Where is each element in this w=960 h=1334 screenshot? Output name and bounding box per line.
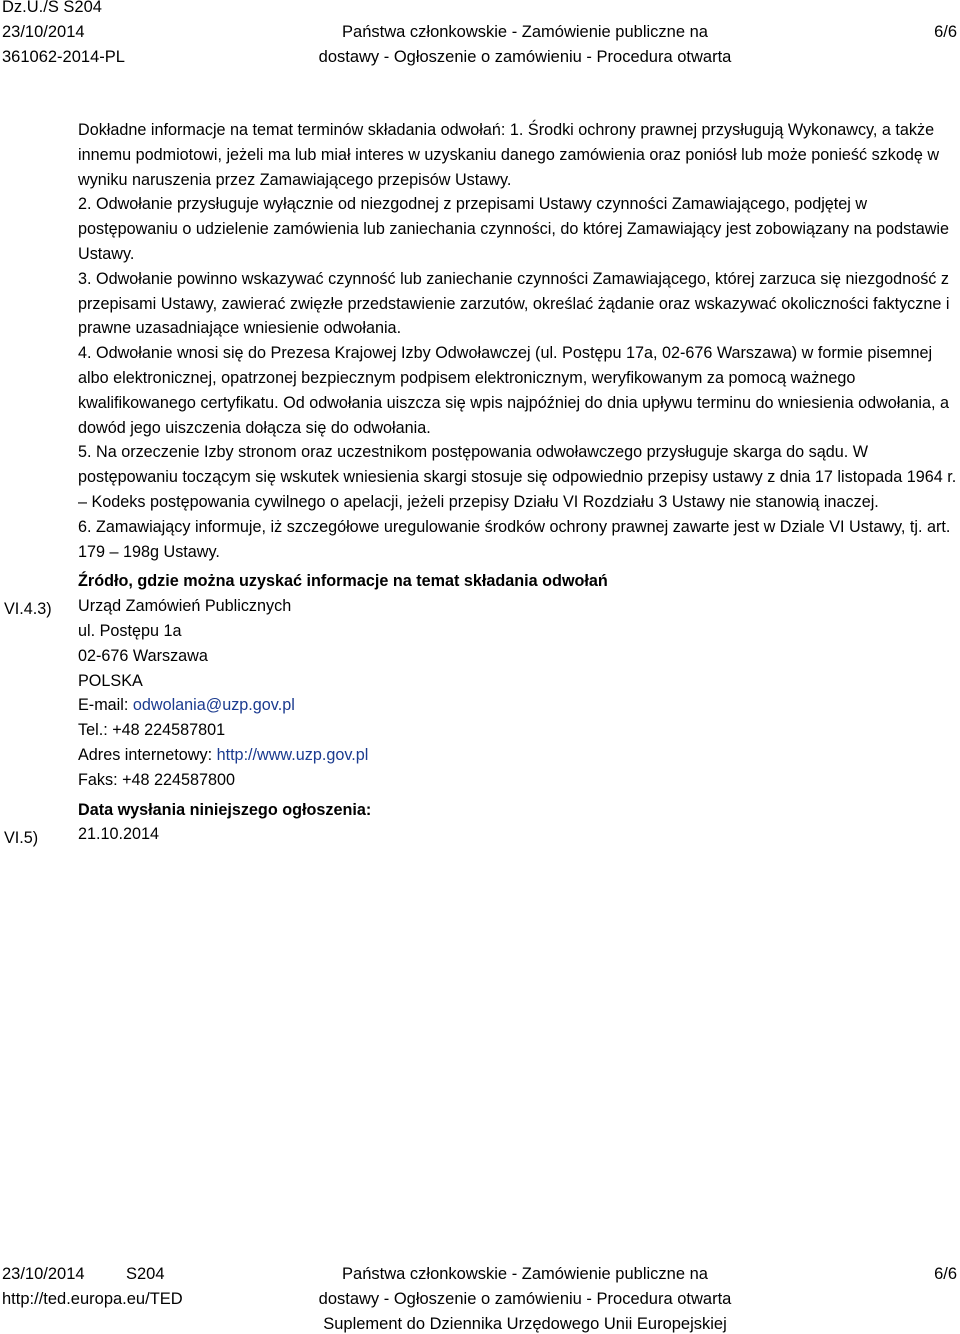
www-label: Adres internetowy: (78, 745, 213, 764)
footer-title-line2: dostawy - Ogłoszenie o zamówieniu - Procedura otwarta (318, 1290, 732, 1308)
paragraph-5: 5. Na orzeczenie Izby stronom oraz uczestnikom postępowania odwoławczego przysługuje skarga do sądu. W postępowaniu toczącym się wskutek wniesienia skargi stosuje się odpowiednio przepisy ustawy z dnia 17 listopada 1964 r. – Kodeks postępowania cywilnego o apelacji, jeżeli przepisy Działu VI Rozdziału 3 Ustawy nie stanowią inaczej. (78, 443, 957, 511)
footer-url[interactable]: http://ted.europa.eu/TED (2, 1290, 183, 1308)
paragraph-4: 4. Odwołanie wnosi się do Prezesa Krajowej Izby Odwoławczej (ul. Postępu 17a, 02-676 Warszawa) w formie pisemnej albo elektronicznej, opatrzonej bezpiecznym podpisem elektronicznym, weryfikowanym za pomocą ważnego kwalifikowanego certyfikatu. Od odwołania uiszcza się wpis najpóźniej do dnia upływu terminu do wniesienia odwołania, a dowód jego uiszczenia dołącza się do odwołania. (78, 344, 950, 437)
footer-date: 23/10/2014 (2, 1265, 85, 1283)
section-number-vi-4-3: VI.4.3) (4, 600, 52, 618)
fax-label: Faks: (78, 770, 118, 789)
section-number-vi-5: VI.5) (4, 829, 39, 847)
www-link[interactable]: http://www.uzp.gov.pl (216, 745, 369, 764)
email-link[interactable]: odwolania@uzp.gov.pl (132, 696, 295, 715)
tel-label: Tel.: (78, 721, 108, 740)
org-street: ul. Postępu 1a (78, 621, 182, 640)
org-city: 02-676 Warszawa (78, 646, 208, 665)
header-title-line2: dostawy - Ogłoszenie o zamówieniu - Procedura otwarta (318, 48, 732, 66)
tel-row (78, 718, 958, 743)
email-label: E-mail: (78, 696, 129, 715)
fax-value: +48 224587800 (122, 770, 236, 789)
notice-body (78, 118, 958, 847)
footer-series: S204 (126, 1265, 165, 1283)
email-row (78, 693, 958, 718)
footer-title-line3: Suplement do Dziennika Urzędowego Unii Europejskiej (323, 1315, 727, 1333)
tel-value: +48 224587801 (112, 721, 226, 740)
header-page-number: 6/6 (934, 23, 957, 41)
dispatch-date: 21.10.2014 (78, 825, 160, 844)
header-title-line1: Państwa członkowskie - Zamówienie publiczne na (342, 23, 708, 41)
footer-page-number: 6/6 (934, 1265, 957, 1283)
paragraph-6: 6. Zamawiający informuje, iż szczegółowe uregulowanie środków ochrony prawnej zawarte jest w Dziale VI Ustawy, tj. art. 179 – 198g Ustawy. (78, 517, 951, 561)
appeal-info-heading: Źródło, gdzie można uzyskać informacje na temat składania odwołań (78, 572, 608, 591)
org-name: Urząd Zamówień Publicznych (78, 597, 292, 616)
fax-row (78, 768, 958, 793)
paragraph-1: Dokładne informacje na temat terminów składania odwołań: 1. Środki ochrony prawnej przysługują Wykonawcy, a także innemu podmiotowi, jeżeli ma lub miał interes w uzyskaniu danego zamówienia oraz poniósł lub może ponieść szkodę w wyniku naruszenia przez Zamawiającego przepisów Ustawy. (78, 121, 940, 189)
header-date: 23/10/2014 (2, 23, 85, 41)
paragraph-2: 2. Odwołanie przysługuje wyłącznie od niezgodnej z przepisami Ustawy czynności Zamawiającego, podjętej w postępowaniu o udzielenie zamówienia lub zaniechania czynności, do której Zamawiający jest zobowiązany na podstawie Ustawy. (78, 195, 950, 263)
www-row (78, 743, 958, 768)
footer-title-line1: Państwa członkowskie - Zamówienie publiczne na (342, 1265, 708, 1283)
paragraph-3: 3. Odwołanie powinno wskazywać czynność lub zaniechanie czynności Zamawiającego, której zarzuca się niezgodność z przepisami Ustawy, zawierać zwięzłe przedstawienie zarzutów, określać żądanie oraz wskazywać okoliczności faktyczne i prawne uzasadniające wniesienie odwołania. (78, 269, 950, 338)
org-country: POLSKA (78, 671, 143, 690)
dispatch-date-heading: Data wysłania niniejszego ogłoszenia: (78, 800, 372, 819)
header-notice-id: 361062-2014-PL (2, 48, 125, 66)
header-journal: Dz.U./S S204 (2, 0, 102, 16)
